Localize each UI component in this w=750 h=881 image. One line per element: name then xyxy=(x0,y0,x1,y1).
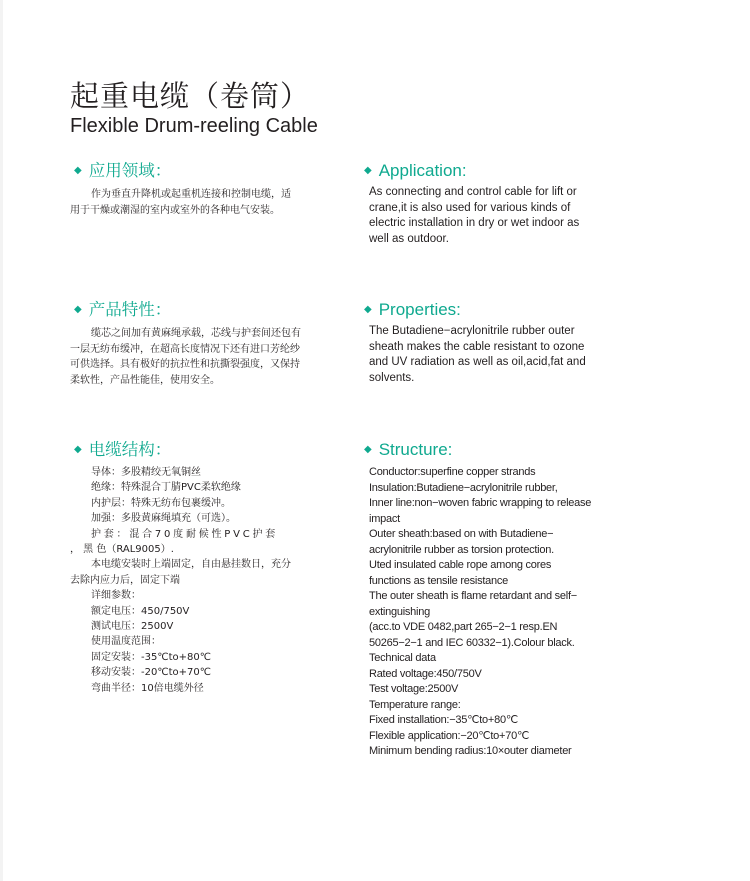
text-line: extinguishing xyxy=(369,605,430,618)
text-line: 护 套 ： 混 合 7 0 度 耐 候 性 P V C 护 套 xyxy=(91,528,276,540)
page-title-en: Flexible Drum-reeling Cable xyxy=(70,115,318,137)
text-line: sheath makes the cable resistant to ozone xyxy=(369,340,585,353)
text-line: 50265−2−1 and IEC 60332−1).Colour black. xyxy=(369,636,575,649)
text-line: 弯曲半径：10倍电缆外径 xyxy=(91,682,204,694)
structure-heading-en: ◆ Structure: xyxy=(364,440,453,459)
text-line: well as outdoor. xyxy=(369,232,449,245)
text-line: Outer sheath:based on with Butadiene− xyxy=(369,528,554,540)
text-line: ， 黑 色（RAL9005）. xyxy=(70,544,174,556)
text-line: 可供选择。具有极好的抗拉性和抗撕裂强度，又保持 xyxy=(70,359,300,371)
structure-heading-cn: ◆ 电缆结构： xyxy=(74,440,172,459)
page-title-cn: 起重电缆（卷筒） xyxy=(70,79,311,113)
text-line: 加强：多股黄麻绳填充（可选）。 xyxy=(91,513,236,525)
text-line: 本电缆安装时上端固定，自由悬挂数日，充分 xyxy=(91,559,291,571)
properties-text-en xyxy=(369,324,586,386)
text-line: solvents. xyxy=(369,371,415,384)
text-line: 绝缘：特殊混合丁腈PVC柔软绝缘 xyxy=(91,482,241,494)
text-line: As connecting and control cable for lift or xyxy=(369,186,577,198)
text-line: 使用温度范围： xyxy=(91,636,161,648)
text-line: Flexible application:−20℃to+70℃ xyxy=(369,729,530,742)
text-line: Technical data xyxy=(369,652,436,664)
diamond-bullet-icon: ◆ xyxy=(74,165,82,176)
text-line: 移动安装：-20℃to+70℃ xyxy=(91,667,211,679)
text-line: Temperature range: xyxy=(369,698,461,711)
text-line: Fixed installation:−35℃to+80℃ xyxy=(369,714,518,726)
text-line: Conductor:superfine copper strands xyxy=(369,466,536,478)
structure-text-en xyxy=(369,465,591,760)
properties-heading-en: ◆ Properties: xyxy=(364,300,461,319)
text-line: 固定安装：-35℃to+80℃ xyxy=(91,651,211,663)
diamond-bullet-icon: ◆ xyxy=(364,444,372,455)
diamond-bullet-icon: ◆ xyxy=(364,165,372,176)
application-heading-en: ◆ Application: xyxy=(364,161,467,180)
text-line: Uted insulated cable rope among cores xyxy=(369,559,552,571)
properties-text-cn xyxy=(70,326,301,388)
text-line: 导体：多股精绞无氧铜丝 xyxy=(91,467,201,478)
text-line: The outer sheath is flame retardant and self− xyxy=(369,590,577,602)
diamond-bullet-icon: ◆ xyxy=(74,444,82,455)
application-text-cn xyxy=(70,187,291,218)
text-line: electric installation in dry or wet indoor as xyxy=(369,217,580,229)
text-line: 柔软性，产品性能佳，使用安全。 xyxy=(70,374,220,386)
diamond-bullet-icon: ◆ xyxy=(74,304,82,315)
text-line: Inner line:non−woven fabric wrapping to release xyxy=(369,497,592,509)
text-line: and UV radiation as well as oil,acid,fat and xyxy=(369,356,586,368)
text-line: Insulation:Butadiene−acrylonitrile rubber, xyxy=(369,481,558,494)
application-heading-cn: ◆ 应用领域： xyxy=(74,161,172,180)
text-line: 缆芯之间加有黄麻绳承载，芯线与护套间还包有 xyxy=(91,328,301,339)
text-line: 内护层：特殊无纺布包裹缓冲。 xyxy=(91,497,231,509)
application-text-en xyxy=(369,185,579,247)
properties-heading-cn: ◆ 产品特性： xyxy=(74,300,172,319)
text-line: Minimum bending radius:10×outer diameter xyxy=(369,745,572,757)
structure-text-cn xyxy=(70,465,291,696)
text-line: The Butadiene−acrylonitrile rubber outer xyxy=(369,325,575,337)
text-line: impact xyxy=(369,512,400,525)
text-line: acrylonitrile rubber as torsion protection. xyxy=(369,543,554,556)
text-line: 详细参数： xyxy=(91,590,141,602)
text-line: 用于干燥或潮湿的室内或室外的各种电气安装。 xyxy=(70,204,280,216)
text-line: Test voltage:2500V xyxy=(369,683,459,695)
text-line: 额定电压：450/750V xyxy=(91,605,190,617)
text-line: crane,it is also used for various kinds of xyxy=(369,201,571,214)
diamond-bullet-icon: ◆ xyxy=(364,304,372,315)
page-edge xyxy=(0,0,3,881)
text-line: 测试电压：2500V xyxy=(91,621,174,633)
text-line: Rated voltage:450/750V xyxy=(369,667,482,680)
text-line: 去除内应力后，固定下端 xyxy=(70,574,180,586)
text-line: 作为垂直升降机或起重机连接和控制电缆，适 xyxy=(91,189,291,200)
text-line: (acc.to VDE 0482,part 265−2−1 resp.EN xyxy=(369,621,558,633)
text-line: functions as tensile resistance xyxy=(369,574,508,587)
text-line: 一层无纺布缓冲，在超高长度情况下还有进口芳纶纱 xyxy=(70,343,300,355)
